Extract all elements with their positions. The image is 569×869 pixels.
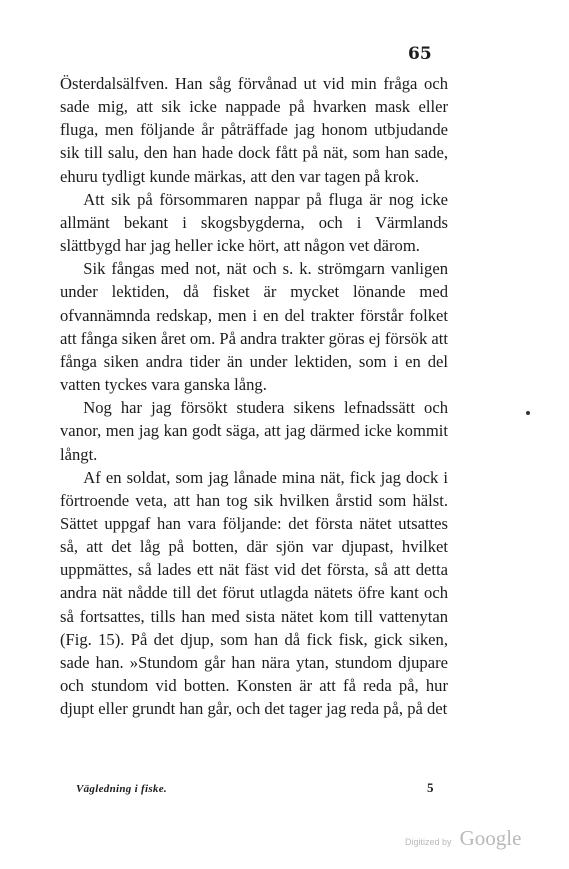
paragraph: Sik fångas med not, nät och s. k. strömgarn vanligen under lektiden, då fisket är mycket lönande med ofvannämnda redskap, men i en del trakter förstår folket att fånga siken året om. På andra trakter göras ej försök att fånga siken andra tider än under lektiden, som i en del vatten tyckes vara ganska lång.: [60, 259, 448, 395]
paragraph: Nog har jag försökt studera sikens lefnadssätt och vanor, men jag kan godt säga, att jag därmed icke kommit långt.: [60, 398, 448, 464]
paragraph: Af en soldat, som jag lånade mina nät, fick jag dock i förtroende veta, att han tog sik hvilken årstid som hälst. Sättet uppgaf han vara följande: det första nätet utsattes så, att det låg på botten, där sjön var djupast, hvilket uppmättes, så lades ett nät fäst vid det första, så att detta andra nät nådde till det förut utlagda nätets öfre kant och så fortsattes, tills han med sista nätet kom till vattenytan (Fig. 15). På det djup, som han då fick fisk, gick siken, sade han. »Stundom går han nära ytan, stundom djupare och stundom vid botten. Konsten är att få reda på, hur djupt eller grundt han går, och det tager jag reda på, på det: [60, 467, 448, 719]
watermark-prefix: Digitized by: [405, 837, 452, 847]
page-number: 65: [408, 44, 432, 64]
paragraph: Österdalsälfven. Han såg förvånad ut vid min fråga och sade mig, att sik icke nappade på hvarken mask eller fluga, men följande år påträffade jag honom utbjudande sik till salu, den han hade dock fått på nät, som han sade, ehuru tydligt kunde märkas, att den var tagen på krok.: [60, 74, 448, 186]
watermark-logo: Google: [459, 826, 522, 850]
ink-speck: [526, 411, 530, 415]
footer-signature-title: Vägledning i fiske.: [76, 783, 167, 795]
digitized-watermark: [405, 826, 521, 851]
body-text: [60, 72, 448, 720]
footer-signature-mark: 5: [427, 780, 434, 795]
paragraph: Att sik på försommaren nappar på fluga är nog icke allmänt bekant i skogsbygderna, och i Värmlands slättbygd har jag heller icke hört, att någon vet därom.: [60, 189, 448, 256]
